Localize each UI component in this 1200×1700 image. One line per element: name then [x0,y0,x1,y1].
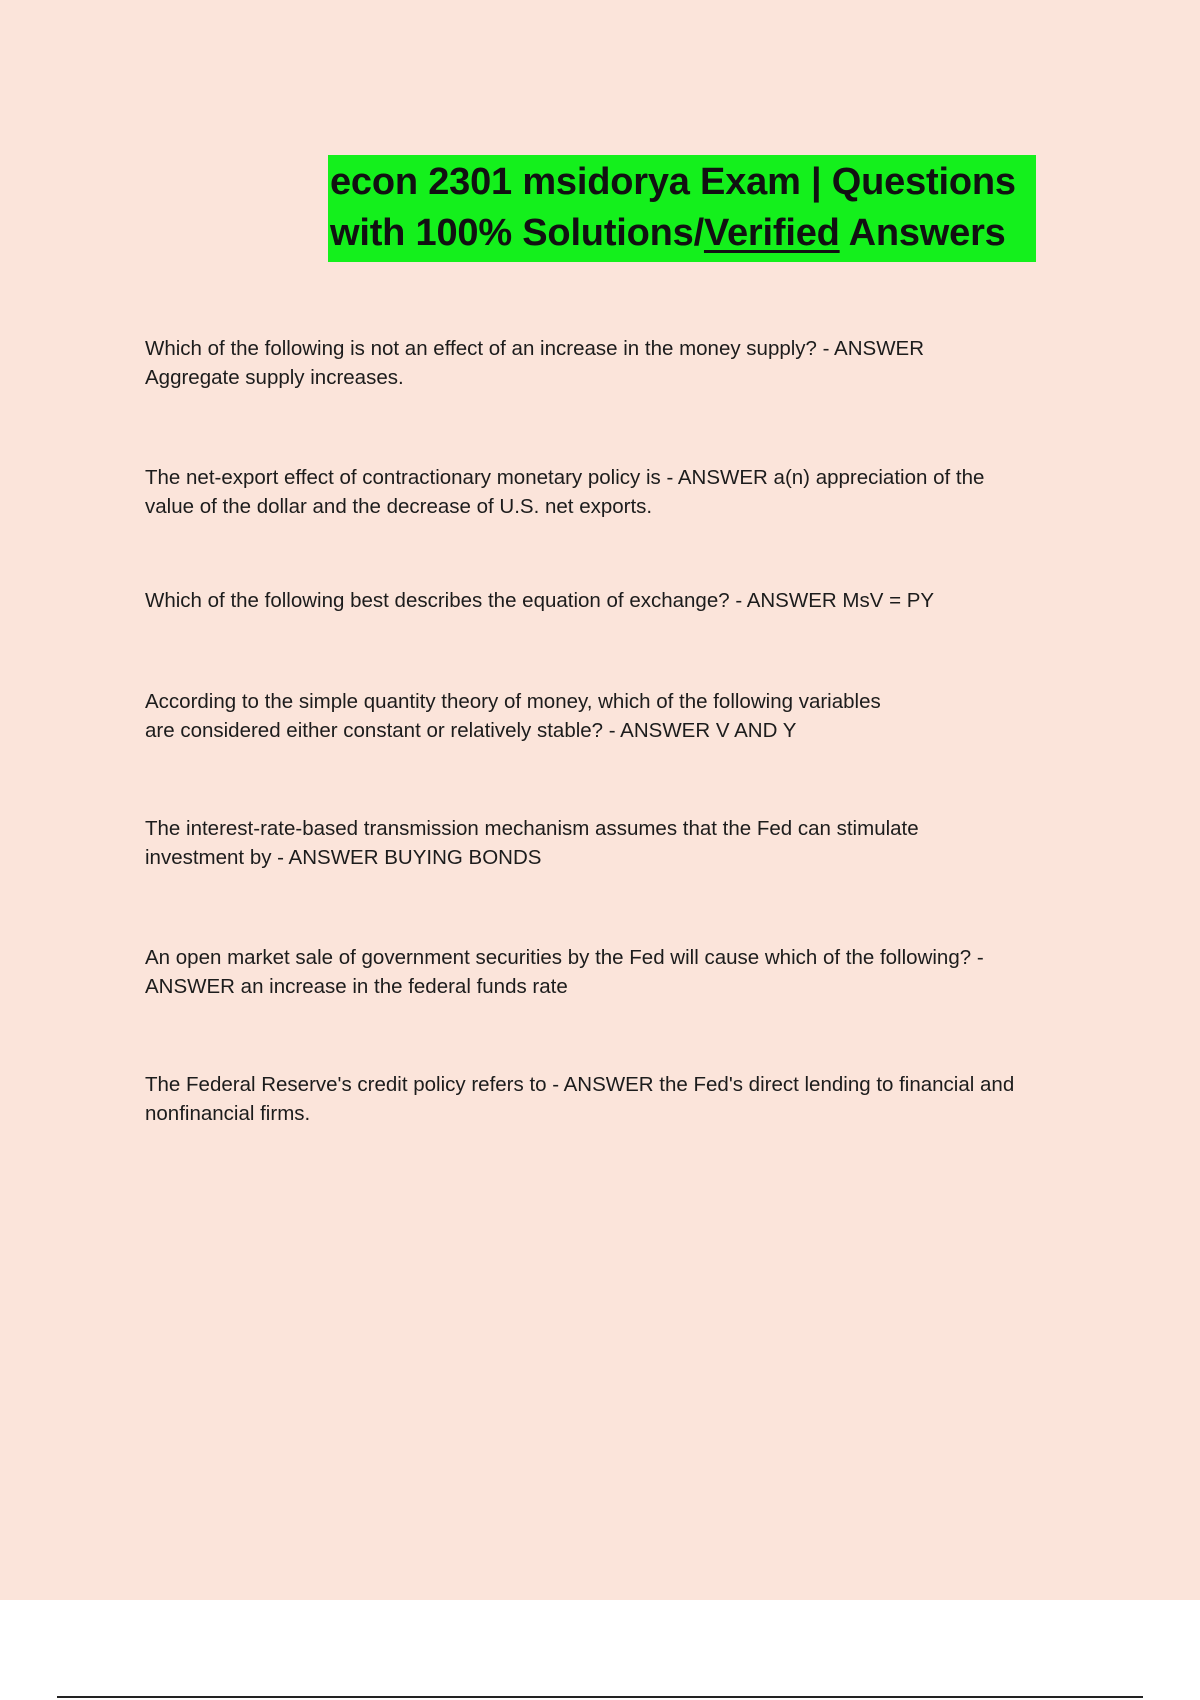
qa-item-5-line-1: The interest-rate-based transmission mechanism assumes that the Fed can stimulate [145,817,919,840]
title-line-2-start: with 100% Solutions/ [330,212,704,254]
document-title [328,155,1036,262]
qa-item-3 [145,587,1085,616]
qa-item-2 [145,464,1085,521]
qa-item-4 [145,688,1085,745]
qa-item-1-line-1: Which of the following is not an effect of an increase in the money supply? - ANSWER [145,337,925,360]
title-line-1: econ 2301 msidorya Exam | Questions [330,161,1016,203]
title-underlined-word: Verified [703,212,840,254]
qa-item-2-line-1: The net-export effect of contractionary monetary policy is - ANSWER a(n) appreciation of the [145,466,985,489]
qa-item-5 [145,815,1085,872]
qa-item-7 [145,1071,1085,1128]
qa-item-1-line-2: Aggregate supply increases. [145,365,404,389]
footer-divider [57,1696,1143,1698]
qa-item-6-line-2: ANSWER an increase in the federal funds rate [145,974,568,998]
qa-item-7-line-2: nonfinancial firms. [145,1101,311,1125]
title-line-2 [330,208,1034,259]
qa-item-6 [145,944,1085,1001]
qa-item-3-line-1: Which of the following best describes the equation of exchange? - ANSWER MsV = PY [145,589,935,612]
qa-item-5-line-2: investment by - ANSWER BUYING BONDS [145,845,542,869]
title-line-2-end: Answers [839,212,1006,254]
qa-item-6-line-1: An open market sale of government securities by the Fed will cause which of the following? - [145,946,984,969]
qa-item-2-line-2: value of the dollar and the decrease of U.S. net exports. [145,494,653,518]
qa-item-1 [145,335,1085,392]
qa-item-4-line-2: are considered either constant or relatively stable? - ANSWER V AND Y [145,718,797,742]
qa-item-4-line-1: According to the simple quantity theory of money, which of the following variables [145,690,881,713]
qa-item-7-line-1: The Federal Reserve's credit policy refers to - ANSWER the Fed's direct lending to financial and [145,1073,1015,1096]
